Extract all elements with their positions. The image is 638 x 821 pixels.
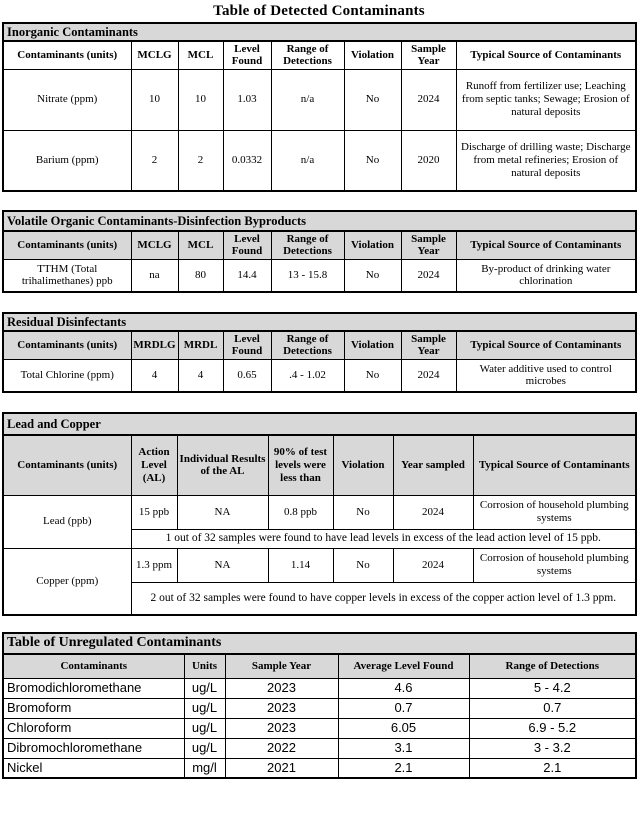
spacer xyxy=(0,293,638,312)
table-cell: 2024 xyxy=(401,259,456,292)
table-row xyxy=(3,69,636,130)
spacer xyxy=(0,393,638,412)
table-cell: 2020 xyxy=(401,130,456,191)
table-row xyxy=(3,259,636,292)
column-header: Contaminants (units) xyxy=(3,231,131,259)
table-row xyxy=(3,678,636,698)
table-cell: .4 - 1.02 xyxy=(271,359,344,392)
table-cell: 2024 xyxy=(401,69,456,130)
table-row xyxy=(3,738,636,758)
section-header: Table of Unregulated Contaminants xyxy=(3,633,636,654)
table-row xyxy=(3,231,636,259)
table-row xyxy=(3,130,636,191)
table-cell: 15 ppb xyxy=(131,495,177,529)
table-row xyxy=(3,413,636,435)
column-header: Sample Year xyxy=(225,654,338,678)
typical-source-cell: Runoff from fertilizer use; Leaching from septic tanks; Sewage; Erosion of natural deposits xyxy=(456,69,636,130)
column-header: Contaminants xyxy=(3,654,184,678)
column-header: Violation xyxy=(344,41,401,69)
table-cell: 0.65 xyxy=(223,359,271,392)
table-cell: 1.14 xyxy=(268,548,333,582)
table-cell: 2.1 xyxy=(469,758,636,778)
column-header: Violation xyxy=(344,231,401,259)
table-row xyxy=(3,331,636,359)
table-cell: No xyxy=(344,69,401,130)
table-cell: No xyxy=(344,259,401,292)
spacer xyxy=(0,192,638,210)
inorganic-contaminants-table xyxy=(2,22,637,192)
typical-source-cell: By-product of drinking water chlorination xyxy=(456,259,636,292)
table-cell: 6.9 - 5.2 xyxy=(469,718,636,738)
table-cell: 3 - 3.2 xyxy=(469,738,636,758)
table-cell: 0.8 ppb xyxy=(268,495,333,529)
table-cell: 4 xyxy=(178,359,223,392)
column-header: MCLG xyxy=(131,41,178,69)
table-cell: 0.7 xyxy=(469,698,636,718)
column-header: Level Found xyxy=(223,331,271,359)
volatile-organic-contaminants-table xyxy=(2,210,637,293)
table-cell: 2023 xyxy=(225,698,338,718)
column-header: Year sampled xyxy=(393,435,473,495)
sample-note: 2 out of 32 samples were found to have copper levels in excess of the copper action level of 1.3 ppm. xyxy=(131,582,636,615)
table-cell: No xyxy=(333,548,393,582)
unregulated-contaminants-table xyxy=(2,632,637,779)
table-cell: ug/L xyxy=(184,718,225,738)
table-cell: 2 xyxy=(178,130,223,191)
table-cell: ug/L xyxy=(184,678,225,698)
column-header: Sample Year xyxy=(401,41,456,69)
table-cell: 13 - 15.8 xyxy=(271,259,344,292)
table-cell: n/a xyxy=(271,130,344,191)
contaminant-name-cell: Nickel xyxy=(3,758,184,778)
table-cell: 5 - 4.2 xyxy=(469,678,636,698)
table-cell: ug/L xyxy=(184,698,225,718)
column-header: Contaminants (units) xyxy=(3,331,131,359)
residual-disinfectants-table xyxy=(2,312,637,393)
column-header: Typical Source of Contaminants xyxy=(456,331,636,359)
table-cell: No xyxy=(333,495,393,529)
contaminant-name-cell: Dibromochloromethane xyxy=(3,738,184,758)
column-header: Units xyxy=(184,654,225,678)
column-header: Violation xyxy=(333,435,393,495)
table-cell: 2.1 xyxy=(338,758,469,778)
table-cell: NA xyxy=(177,548,268,582)
table-cell: 0.0332 xyxy=(223,130,271,191)
typical-source-cell: Corrosion of household plumbing systems xyxy=(473,495,636,529)
column-header: 90% of test levels were less than xyxy=(268,435,333,495)
table-cell: 2024 xyxy=(393,548,473,582)
table-cell: No xyxy=(344,130,401,191)
table-cell: ug/L xyxy=(184,738,225,758)
table-cell: n/a xyxy=(271,69,344,130)
section-header: Lead and Copper xyxy=(3,413,636,435)
table-cell: No xyxy=(344,359,401,392)
table-cell: 2023 xyxy=(225,678,338,698)
column-header: Sample Year xyxy=(401,231,456,259)
column-header: Range of Detections xyxy=(271,331,344,359)
column-header: Individual Results of the AL xyxy=(177,435,268,495)
table-row xyxy=(3,548,636,582)
contaminant-name-cell: Total Chlorine (ppm) xyxy=(3,359,131,392)
section-header: Inorganic Contaminants xyxy=(3,23,636,41)
table-cell: 6.05 xyxy=(338,718,469,738)
table-cell: 0.7 xyxy=(338,698,469,718)
table-cell: 1.3 ppm xyxy=(131,548,177,582)
column-header: Range of Detections xyxy=(469,654,636,678)
table-cell: 1.03 xyxy=(223,69,271,130)
section-header: Residual Disinfectants xyxy=(3,313,636,331)
column-header: Range of Detections xyxy=(271,41,344,69)
table-cell: 10 xyxy=(131,69,178,130)
table-row xyxy=(3,495,636,529)
contaminant-name-cell: Nitrate (ppm) xyxy=(3,69,131,130)
spacer xyxy=(0,616,638,632)
table-row xyxy=(3,718,636,738)
table-cell: 4.6 xyxy=(338,678,469,698)
table-cell: 2022 xyxy=(225,738,338,758)
table-row xyxy=(3,359,636,392)
column-header: Range of Detections xyxy=(271,231,344,259)
section-header: Volatile Organic Contaminants-Disinfection Byproducts xyxy=(3,211,636,231)
contaminant-name-cell: Copper (ppm) xyxy=(3,548,131,615)
table-row xyxy=(3,633,636,654)
table-cell: 2024 xyxy=(393,495,473,529)
column-header: MRDL xyxy=(178,331,223,359)
lead-and-copper-table xyxy=(2,412,637,616)
column-header: MCL xyxy=(178,231,223,259)
column-header: Contaminants (units) xyxy=(3,435,131,495)
column-header: Action Level (AL) xyxy=(131,435,177,495)
column-header: Violation xyxy=(344,331,401,359)
table-row xyxy=(3,41,636,69)
table-cell: mg/l xyxy=(184,758,225,778)
table-row xyxy=(3,435,636,495)
contaminant-name-cell: Chloroform xyxy=(3,718,184,738)
table-row xyxy=(3,758,636,778)
table-cell: 2021 xyxy=(225,758,338,778)
sample-note: 1 out of 32 samples were found to have lead levels in excess of the lead action level of 15 ppb. xyxy=(131,529,636,548)
typical-source-cell: Discharge of drilling waste; Discharge from metal refineries; Erosion of natural deposits xyxy=(456,130,636,191)
typical-source-cell: Corrosion of household plumbing systems xyxy=(473,548,636,582)
table-row xyxy=(3,313,636,331)
column-header: Level Found xyxy=(223,231,271,259)
contaminant-name-cell: Bromodichloromethane xyxy=(3,678,184,698)
table-row xyxy=(3,23,636,41)
column-header: Typical Source of Contaminants xyxy=(456,41,636,69)
column-header: Level Found xyxy=(223,41,271,69)
column-header: MCL xyxy=(178,41,223,69)
page-title: Table of Detected Contaminants xyxy=(213,3,425,19)
column-header: Typical Source of Contaminants xyxy=(456,231,636,259)
table-cell: 3.1 xyxy=(338,738,469,758)
column-header: MRDLG xyxy=(131,331,178,359)
table-cell: 14.4 xyxy=(223,259,271,292)
table-cell: 80 xyxy=(178,259,223,292)
table-row xyxy=(3,211,636,231)
column-header: Typical Source of Contaminants xyxy=(473,435,636,495)
column-header: Sample Year xyxy=(401,331,456,359)
typical-source-cell: Water additive used to control microbes xyxy=(456,359,636,392)
table-cell: 4 xyxy=(131,359,178,392)
table-cell: 2024 xyxy=(401,359,456,392)
column-header: Contaminants (units) xyxy=(3,41,131,69)
contaminant-name-cell: Lead (ppb) xyxy=(3,495,131,548)
column-header: Average Level Found xyxy=(338,654,469,678)
contaminant-name-cell: Bromoform xyxy=(3,698,184,718)
table-cell: 2023 xyxy=(225,718,338,738)
table-cell: 2 xyxy=(131,130,178,191)
table-cell: NA xyxy=(177,495,268,529)
table-cell: na xyxy=(131,259,178,292)
table-row xyxy=(3,654,636,678)
contaminant-name-cell: TTHM (Total trihalimethanes) ppb xyxy=(3,259,131,292)
table-row xyxy=(3,698,636,718)
table-cell: 10 xyxy=(178,69,223,130)
column-header: MCLG xyxy=(131,231,178,259)
contaminant-name-cell: Barium (ppm) xyxy=(3,130,131,191)
